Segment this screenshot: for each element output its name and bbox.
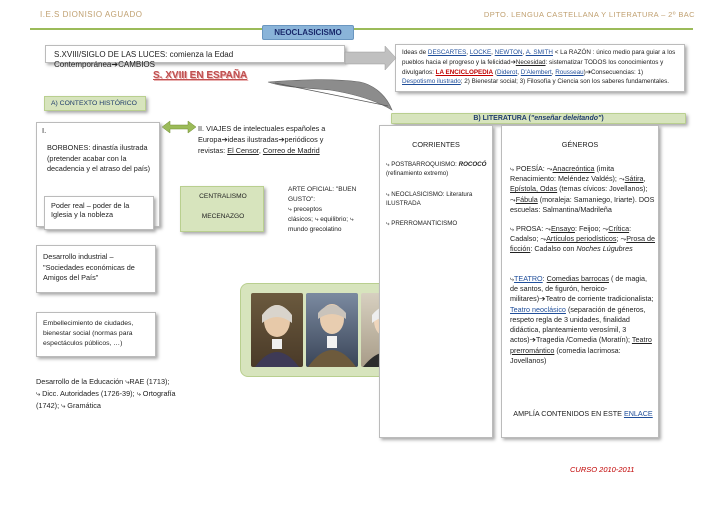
ensayo-link[interactable]: Ensayo: [550, 224, 575, 233]
anacreontica-link[interactable]: Anacreóntica: [552, 164, 595, 173]
viajes-periodicos: periódicos y: [284, 134, 324, 144]
arrow-icon: ➔: [539, 294, 546, 304]
arrow-icon: ⤷: [314, 216, 319, 224]
literatura-suffix: ): [601, 115, 604, 122]
educacion-text: [36, 376, 196, 412]
dicc-text: Dicc. Autoridades (1726-39);: [42, 389, 135, 399]
arrow-icon: ⤷: [386, 220, 390, 227]
generos-title: GÉNEROS: [561, 140, 599, 149]
arrow-icon: ➔: [510, 58, 516, 66]
section-literatura: [391, 113, 686, 124]
consecuencias-label: Consecuencias: 1): [590, 68, 644, 76]
teatro-neoclasico-link[interactable]: Teatro neoclásico: [510, 304, 566, 314]
arte-preceptos: preceptos: [293, 206, 322, 214]
big-arrow-icon: [345, 46, 396, 70]
arrow-icon: ⤳: [602, 224, 609, 233]
viajes-europa: Europa: [198, 134, 222, 144]
viajes-revistas: revistas:: [198, 145, 226, 155]
person-link[interactable]: D'Alembert: [520, 68, 552, 76]
arrow-icon: ⤳: [545, 224, 551, 233]
poesia-rest: (imita Renacimiento: Meléndez Valdés);: [510, 164, 617, 184]
arrow-icon: ⤷: [36, 389, 41, 399]
arrow-icon: ⤷: [349, 216, 354, 224]
arrow-icon: ➔: [529, 335, 537, 345]
teatro-link[interactable]: TEATRO: [514, 274, 543, 283]
neoclasico-rest: (separación de géneros, respeto regla de 3 unidades, finalidad didáctica, planteamiento verosímil, 3 actos): [510, 304, 646, 345]
portrait-image: [306, 293, 358, 367]
centralismo-label: CENTRALISMO: [199, 193, 247, 200]
prosa-ficcion-link[interactable]: Prosa de ficción: [510, 234, 655, 254]
footer-curso: CURSO 2010-2011: [570, 465, 635, 474]
generos-box: [501, 125, 659, 438]
correo-link[interactable]: Correo de Madrid: [262, 145, 320, 155]
censor-link[interactable]: El Censor: [227, 145, 259, 155]
roman-one: I.: [42, 126, 47, 135]
arte-oficial: [288, 185, 368, 235]
literatura-prefix: B) LITERATURA (: [473, 115, 531, 122]
arrow-icon: ⤷: [510, 224, 515, 233]
author-link[interactable]: DESCARTES: [427, 49, 467, 56]
feather-icon: [268, 80, 392, 110]
sxviii-espana-title: S. XVIII EN ESPAÑA: [153, 70, 248, 81]
school-name: I.E.S DIONISIO AGUADO: [40, 10, 143, 19]
teatro-block: ⤷TEATRO: Comedias barrocas ( de magia, de santos, de figurón, heroico-militares)➔Teatro de corriente tradicionalista; Teatro neoclásico (separación de géneros, respeto regla de 3 unidades, finalidad didáctica, planteamiento verosímil, 3 actos)➔Tragedia /Comedia (Moratín); Teatro prerromántico (comedia lacrimosa: Jovellanos): [510, 274, 654, 365]
poesia-label: POESÍA:: [516, 164, 545, 173]
author-link[interactable]: A. SMITH: [525, 49, 553, 56]
mecenazgo-label: MECENAZGO: [201, 213, 245, 220]
satira-link[interactable]: Sátira: [624, 174, 644, 184]
viajes-text: II. VIAJES de intelectuales españoles a Europa➔ideas ilustradas➔periódicos y revistas: El Censor, Correo de Madrid: [198, 124, 364, 157]
epistola-link[interactable]: Epístola, Odas: [510, 184, 558, 194]
section-contexto: A) CONTEXTO HISTÓRICO: [44, 96, 146, 111]
author-link[interactable]: NEWTON: [494, 49, 523, 56]
department-name: DPTO. LENGUA CASTELLANA Y LITERATURA – 2º BAC: [483, 10, 695, 19]
arrow-icon: ➔: [278, 134, 285, 144]
portrait-image: [251, 293, 303, 367]
fabula-link[interactable]: Fábula: [515, 194, 538, 204]
ideas-intro: Ideas de: [402, 49, 427, 56]
odas-rest: (temas cívicos: Jovellanos);: [559, 184, 648, 194]
refinamiento-text: (refinamiento extremo): [386, 170, 449, 178]
author-link[interactable]: LOCKE: [469, 49, 492, 56]
neoclasicismo-label: NEOCLASICISMO: Literatura ILUSTRADA: [386, 191, 473, 208]
embellecimiento-box: Embellecimiento de ciudades, bienestar social (normas para espectáculos públicos, …): [36, 312, 156, 357]
corrientes-box: [379, 125, 493, 438]
corriente-postbarroquismo: [386, 160, 490, 179]
noches-lugubres: Noches Lúgubres: [576, 244, 633, 254]
double-arrow-icon: [162, 121, 196, 133]
ampliar-text: AMPLÍA CONTENIDOS EN ESTE: [513, 409, 622, 418]
arte-equilibrio: equilibrio;: [320, 216, 349, 224]
consecuencias-rest: ; 2) Bienestar social; 3) Filosofía y Ciencia son los saberes fundamentales.: [460, 78, 670, 86]
necesidad-link[interactable]: Necesidad: [515, 58, 546, 66]
arrow-icon: ⤳: [618, 174, 625, 184]
articulos-link[interactable]: Artículos periodísticos: [546, 234, 617, 244]
arrow-icon: ⤷: [61, 401, 66, 411]
enciclopedia-link[interactable]: LA ENCICLOPEDIA: [435, 68, 494, 76]
arrow-icon: ⤷: [288, 206, 292, 214]
siglo-text: S.XVIII/SIGLO DE LAS LUCES: comienza la Edad Contemporánea: [54, 50, 234, 69]
ideas-sistematizar: : sistematizar TODOS los conocimientos y divulgarlos:: [402, 58, 664, 76]
critica-rest: : Cadalso;: [510, 224, 632, 244]
fabula-rest: (moraleja: Samaniego, Iriarte). DOS escuelas: Salmantina/Madrileña: [510, 194, 655, 214]
arrow-icon: ⤷: [136, 389, 141, 399]
barrocas-link[interactable]: Comedias barrocas: [546, 274, 609, 283]
person-link[interactable]: Diderot: [496, 68, 518, 76]
prerromanticismo-label: PRERROMANTICISMO: [391, 220, 458, 227]
ideas-razon: < La RAZÓN : único medio para guiar a los pueblos hacia el progreso y la felicidad: [402, 49, 676, 66]
ensayo-rest: : Feijoo;: [574, 224, 601, 233]
despotismo-link[interactable]: Despotismo ilustrado: [402, 78, 461, 86]
arrow-icon: ⤷: [510, 164, 515, 173]
prerrom-rest: (comedia lacrimosa: Jovellanos): [510, 345, 621, 365]
industrial-box: Desarrollo industrial – "Sociedades económicas de Amigos del País": [36, 245, 156, 293]
viajes-ideas: ideas ilustradas: [227, 134, 279, 144]
poesia-block: ⤷ POESÍA: ⤳Anacreóntica (imita Renacimiento: Meléndez Valdés); ⤳Sátira, Epístola, Odas (temas cívicos: Jovellanos); ⤳Fábula (moraleja: Samaniego, Iriarte). DOS escuelas: Salmantina/Madrileña: [510, 164, 655, 214]
arrow-icon: ⤷: [125, 377, 130, 386]
person-link[interactable]: Rousseau: [555, 68, 584, 76]
corriente-text: Teatro de corriente tradicionalista;: [545, 294, 654, 304]
corriente-prerromanticismo: [386, 219, 490, 228]
prosa-block: ⤷ PROSA: ⤳Ensayo: Feijoo; ⤳Crítica: Cadalso; ⤳Artículos periodísticos; ⤳Prosa de ficción: Cadalso con Noches Lúgubres: [510, 224, 655, 254]
educacion-label: Desarrollo de la Educación: [36, 377, 124, 386]
arrow-icon: ⤷: [386, 191, 390, 198]
arrow-icon: ⤳: [620, 234, 627, 244]
literatura-motto: "enseñar deleitando": [530, 115, 602, 122]
arrow-icon: ⤷: [510, 274, 515, 283]
borbones-text: BORBONES: dinastía ilustrada (pretender acabar con la decadencia y el atraso del país): [47, 143, 151, 174]
critica-link[interactable]: Crítica: [608, 224, 630, 233]
barrocas-rest: ( de magia, de santos, de figurón, heroico-militares): [510, 274, 647, 304]
gramatica-text: Gramática: [67, 401, 101, 411]
siglo-cambios: CAMBIOS: [118, 60, 155, 69]
enlace-link[interactable]: ENLACE: [623, 409, 653, 418]
arrow-icon: ➔: [221, 134, 228, 144]
arrow-icon: ➔: [585, 68, 591, 76]
ficcion-rest: : Cadalso con: [530, 244, 575, 254]
prerromantico-link[interactable]: Teatro prerromántico: [510, 335, 652, 355]
arte-title: ARTE OFICIAL: "BUEN GUSTO":: [288, 186, 357, 204]
arrow-icon: ⤳: [510, 194, 516, 204]
ampliar-line: [510, 409, 656, 419]
centralismo-box: [180, 186, 264, 232]
arrow-icon: ⤷: [386, 161, 390, 168]
rae-text: RAE (1713);: [129, 377, 170, 386]
arte-clasicos: clásicos;: [288, 216, 313, 224]
prosa-label: PROSA:: [516, 224, 544, 233]
arrow-icon: ⤳: [546, 164, 553, 173]
page-title: NEOCLASICISMO: [262, 25, 354, 40]
arrow-icon: ➔: [111, 60, 119, 69]
ortografia-text: Ortografía (1742);: [36, 389, 176, 411]
tragedia-text: Tragedia /Comedia (Moratín);: [536, 335, 631, 345]
rococo-label: ROCOCÓ: [458, 161, 487, 168]
ideas-box: Ideas de DESCARTES, LOCKE, NEWTON, A. SMITH < La RAZÓN : único medio para guiar a los pueblos hacia el progreso y la felicidad➔Necesidad: sistematizar TODOS los conocimientos y divulgarlos: LA ENCICLOPEDIA (Diderot, D'Alembert, Rousseau)➔Consecuencias: 1) Despotismo ilustrado; 2) Bienestar social; 3) Filosofía y Ciencia son los saberes fundamentales.: [395, 44, 685, 92]
arte-mundo: mundo grecolatino: [288, 226, 342, 234]
arrow-icon: ⤳: [540, 234, 547, 244]
corriente-neoclasicismo: [386, 190, 490, 209]
postbarroquismo-label: POSTBARROQUISMO:: [391, 161, 457, 168]
corrientes-title: CORRIENTES: [412, 140, 460, 149]
viajes-line1: II. VIAJES de intelectuales españoles a: [198, 124, 326, 133]
poder-box: Poder real – poder de la Iglesia y la nobleza: [44, 196, 154, 230]
